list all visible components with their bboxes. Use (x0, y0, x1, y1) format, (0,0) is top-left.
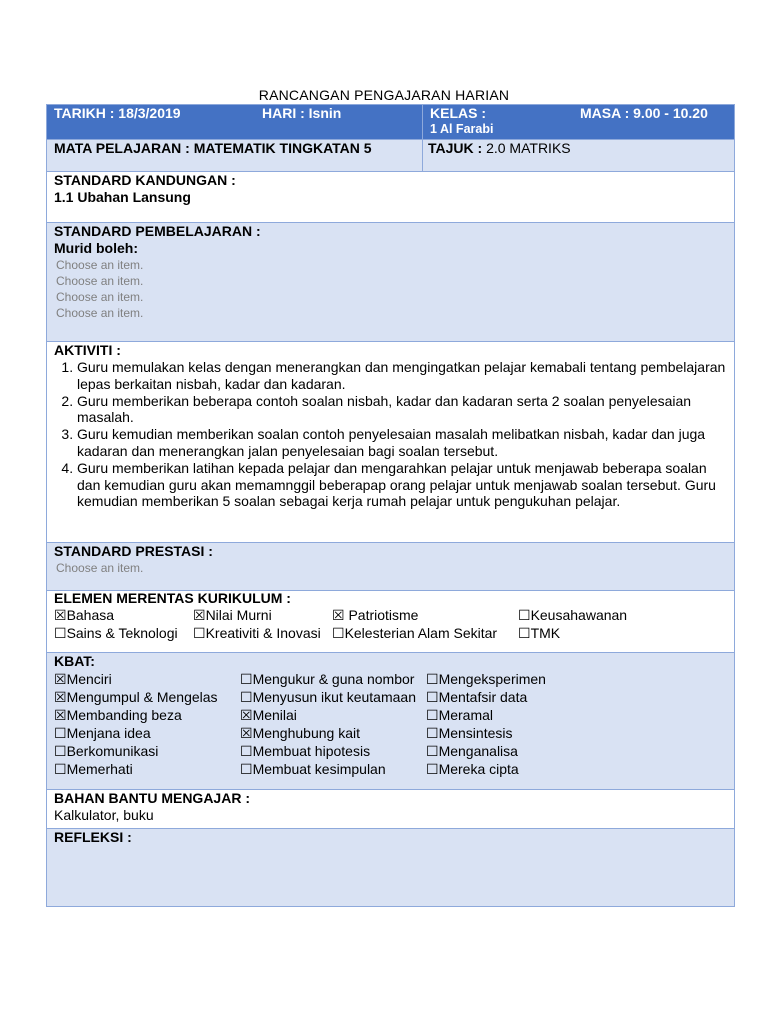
checkbox-label: Mengukur & guna nombor (252, 671, 415, 687)
aktiviti-cell (47, 342, 735, 543)
checkbox-item (240, 670, 426, 688)
checkbox-label: Menyusun ikut keutamaan (252, 689, 416, 705)
checkbox-unchecked-icon[interactable]: ☐ (426, 761, 439, 777)
checkbox-label: Berkomunikasi (66, 743, 159, 759)
checkbox-unchecked-icon[interactable]: ☐ (426, 671, 439, 687)
aktiviti-item: 3. Guru kemudian memberikan soalan contoh penyelesaian masalah melibatkan nisbah, kadar dan juga kadaran dan menerangkan jalan penyelesaian bagi soalan tersebut. (77, 426, 726, 460)
checkbox-label: Mensintesis (438, 725, 513, 741)
masa-field: MASA : 9.00 - 10.20 (580, 105, 708, 121)
checkbox-label: Mereka cipta (438, 761, 519, 777)
bbm-row (47, 790, 735, 829)
checkbox-label: TMK (530, 625, 561, 641)
standard-pembelajaran-label: STANDARD PEMBELAJARAN : (54, 223, 261, 239)
checkbox-item (54, 724, 240, 742)
aktiviti-label: AKTIVITI : (54, 342, 121, 358)
checkbox-unchecked-icon[interactable]: ☐ (426, 743, 439, 759)
checkbox-label: Menilai (252, 707, 297, 723)
checkbox-checked-icon[interactable]: ☒ (332, 607, 345, 623)
checkbox-unchecked-icon[interactable]: ☐ (54, 743, 67, 759)
emk-cell (47, 591, 735, 653)
checkbox-unchecked-icon[interactable]: ☐ (240, 671, 253, 687)
checkbox-item (193, 606, 332, 624)
checkbox-unchecked-icon[interactable]: ☐ (426, 725, 439, 741)
standard-prestasi-cell (47, 543, 735, 591)
checkbox-label: Menghubung kait (252, 725, 360, 741)
checkbox-item (426, 724, 734, 742)
checkbox-item (240, 688, 426, 706)
checkbox-checked-icon[interactable]: ☒ (54, 689, 67, 705)
kbat-cell (47, 653, 735, 790)
checkbox-label: Keusahawanan (530, 607, 628, 623)
checkbox-label: Mengumpul & Mengelas (66, 689, 218, 705)
standard-kandungan-cell (47, 172, 735, 223)
choose-item-dropdown[interactable]: Choose an item. (56, 306, 144, 320)
murid-boleh-label: Murid boleh: (54, 240, 138, 256)
checkbox-item (518, 606, 734, 624)
checkbox-item (54, 760, 240, 778)
checkbox-unchecked-icon[interactable]: ☐ (240, 689, 253, 705)
checkbox-item (240, 742, 426, 760)
standard-pembelajaran-cell (47, 223, 735, 342)
aktiviti-item: 4. Guru memberikan latihan kepada pelajar dan mengarahkan pelajar untuk menjawab beberapa soalan dan kemudian guru akan memamnggil beberapap orang pelajar untuk menjawab soalan tersebut. Guru kemudian memberikan 5 soalan sebagai kerja rumah pelajar untuk pengukuhan pelajar. (77, 460, 726, 510)
checkbox-unchecked-icon[interactable]: ☐ (240, 761, 253, 777)
checkbox-unchecked-icon[interactable]: ☐ (54, 725, 67, 741)
hari-field: HARI : Isnin (262, 105, 342, 121)
checkbox-label: Menciri (66, 671, 112, 687)
refleksi-row (47, 829, 735, 907)
checkbox-label: Bahasa (66, 607, 115, 623)
choose-item-dropdown[interactable]: Choose an item. (56, 561, 144, 575)
checkbox-label: Menganalisa (438, 743, 518, 759)
tajuk-value: 2.0 MATRIKS (482, 140, 571, 156)
checkbox-item (54, 688, 240, 706)
bbm-label: BAHAN BANTU MENGAJAR : (54, 790, 250, 806)
checkbox-label: Membuat kesimpulan (252, 761, 386, 777)
choose-item-dropdown[interactable]: Choose an item. (56, 258, 144, 272)
standard-kandungan-value: 1.1 Ubahan Lansung (54, 189, 191, 205)
aktiviti-list (54, 359, 726, 510)
kbat-label: KBAT: (54, 653, 95, 669)
checkbox-label: Patriotisme (344, 607, 419, 623)
checkbox-unchecked-icon[interactable]: ☐ (518, 625, 531, 641)
checkbox-unchecked-icon[interactable]: ☐ (193, 625, 206, 641)
standard-kandungan-row (47, 172, 735, 223)
checkbox-checked-icon[interactable]: ☒ (54, 607, 67, 623)
emk-row (47, 591, 735, 653)
checkbox-label: Kreativiti & Inovasi (205, 625, 321, 641)
kbat-row (47, 653, 735, 790)
checkbox-unchecked-icon[interactable]: ☐ (54, 625, 67, 641)
checkbox-item (240, 760, 426, 778)
checkbox-item (240, 706, 426, 724)
checkbox-unchecked-icon[interactable]: ☐ (240, 743, 253, 759)
document-title: RANCANGAN PENGAJARAN HARIAN (258, 87, 510, 103)
checkbox-item (240, 724, 426, 742)
bbm-value: Kalkulator, buku (54, 807, 154, 823)
tarikh-field: TARIKH : 18/3/2019 (54, 105, 181, 121)
mata-pelajaran: MATA PELAJARAN : MATEMATIK TINGKATAN 5 (47, 140, 423, 172)
kelas-value: 1 Al Farabi (430, 122, 494, 136)
refleksi-label: REFLEKSI : (54, 829, 132, 845)
checkbox-label: Meramal (438, 707, 494, 723)
checkbox-item (426, 742, 734, 760)
kelas-label: KELAS : (430, 105, 486, 121)
aktiviti-item: 2. Guru memberikan beberapa contoh soalan nisbah, kadar dan kadaran serta 2 soalan penyelesaian masalah. (77, 393, 726, 427)
checkbox-item (426, 706, 734, 724)
checkbox-label: Nilai Murni (205, 607, 272, 623)
checkbox-item (426, 688, 734, 706)
subject-row (47, 140, 735, 172)
checkbox-item (54, 742, 240, 760)
header-row (47, 105, 735, 140)
tajuk-cell (423, 140, 735, 172)
checkbox-checked-icon[interactable]: ☒ (54, 671, 67, 687)
lesson-plan-table (46, 104, 735, 907)
kbat-checkbox-grid (54, 670, 734, 778)
checkbox-checked-icon[interactable]: ☒ (193, 607, 206, 623)
checkbox-label: Sains & Teknologi (66, 625, 178, 641)
checkbox-item (193, 624, 332, 642)
checkbox-label: Menjana idea (66, 725, 151, 741)
checkbox-label: Membuat hipotesis (252, 743, 371, 759)
checkbox-label: Mentafsir data (438, 689, 528, 705)
bbm-cell (47, 790, 735, 829)
checkbox-label: Mengeksperimen (438, 671, 546, 687)
checkbox-item (332, 606, 518, 624)
refleksi-cell (47, 829, 735, 907)
standard-kandungan-label: STANDARD KANDUNGAN : (54, 172, 236, 188)
checkbox-unchecked-icon[interactable]: ☐ (426, 689, 439, 705)
emk-checkbox-grid (54, 606, 734, 642)
tajuk-label: TAJUK : (428, 140, 483, 156)
checkbox-label: Kelesterian Alam Sekitar (344, 625, 498, 641)
standard-prestasi-label: STANDARD PRESTASI : (54, 543, 213, 559)
checkbox-item (426, 760, 734, 778)
checkbox-item (54, 670, 240, 688)
standard-prestasi-row (47, 543, 735, 591)
checkbox-checked-icon[interactable]: ☒ (240, 725, 253, 741)
choose-item-dropdown[interactable]: Choose an item. (56, 290, 144, 304)
standard-pembelajaran-row (47, 223, 735, 342)
checkbox-unchecked-icon[interactable]: ☐ (54, 761, 67, 777)
emk-label: ELEMEN MERENTAS KURIKULUM : (54, 590, 291, 606)
aktiviti-item: 1. Guru memulakan kelas dengan menerangkan dan mengingatkan pelajar kemabali tentang pembelajaran lepas berkaitan nisbah, kadar dan kadaran. (77, 359, 726, 393)
header-left-cell (47, 105, 423, 140)
header-right-cell (423, 105, 735, 140)
checkbox-checked-icon[interactable]: ☒ (240, 707, 253, 723)
checkbox-item (332, 624, 518, 642)
checkbox-unchecked-icon[interactable]: ☐ (332, 625, 345, 641)
checkbox-item (54, 606, 193, 624)
checkbox-unchecked-icon[interactable]: ☐ (426, 707, 439, 723)
checkbox-label: Memerhati (66, 761, 133, 777)
checkbox-item (426, 670, 734, 688)
checkbox-label: Membanding beza (66, 707, 182, 723)
choose-item-dropdown[interactable]: Choose an item. (56, 274, 144, 288)
aktiviti-row (47, 342, 735, 543)
checkbox-item (54, 706, 240, 724)
checkbox-checked-icon[interactable]: ☒ (54, 707, 67, 723)
checkbox-item (54, 624, 193, 642)
checkbox-item (518, 624, 734, 642)
checkbox-unchecked-icon[interactable]: ☐ (518, 607, 531, 623)
